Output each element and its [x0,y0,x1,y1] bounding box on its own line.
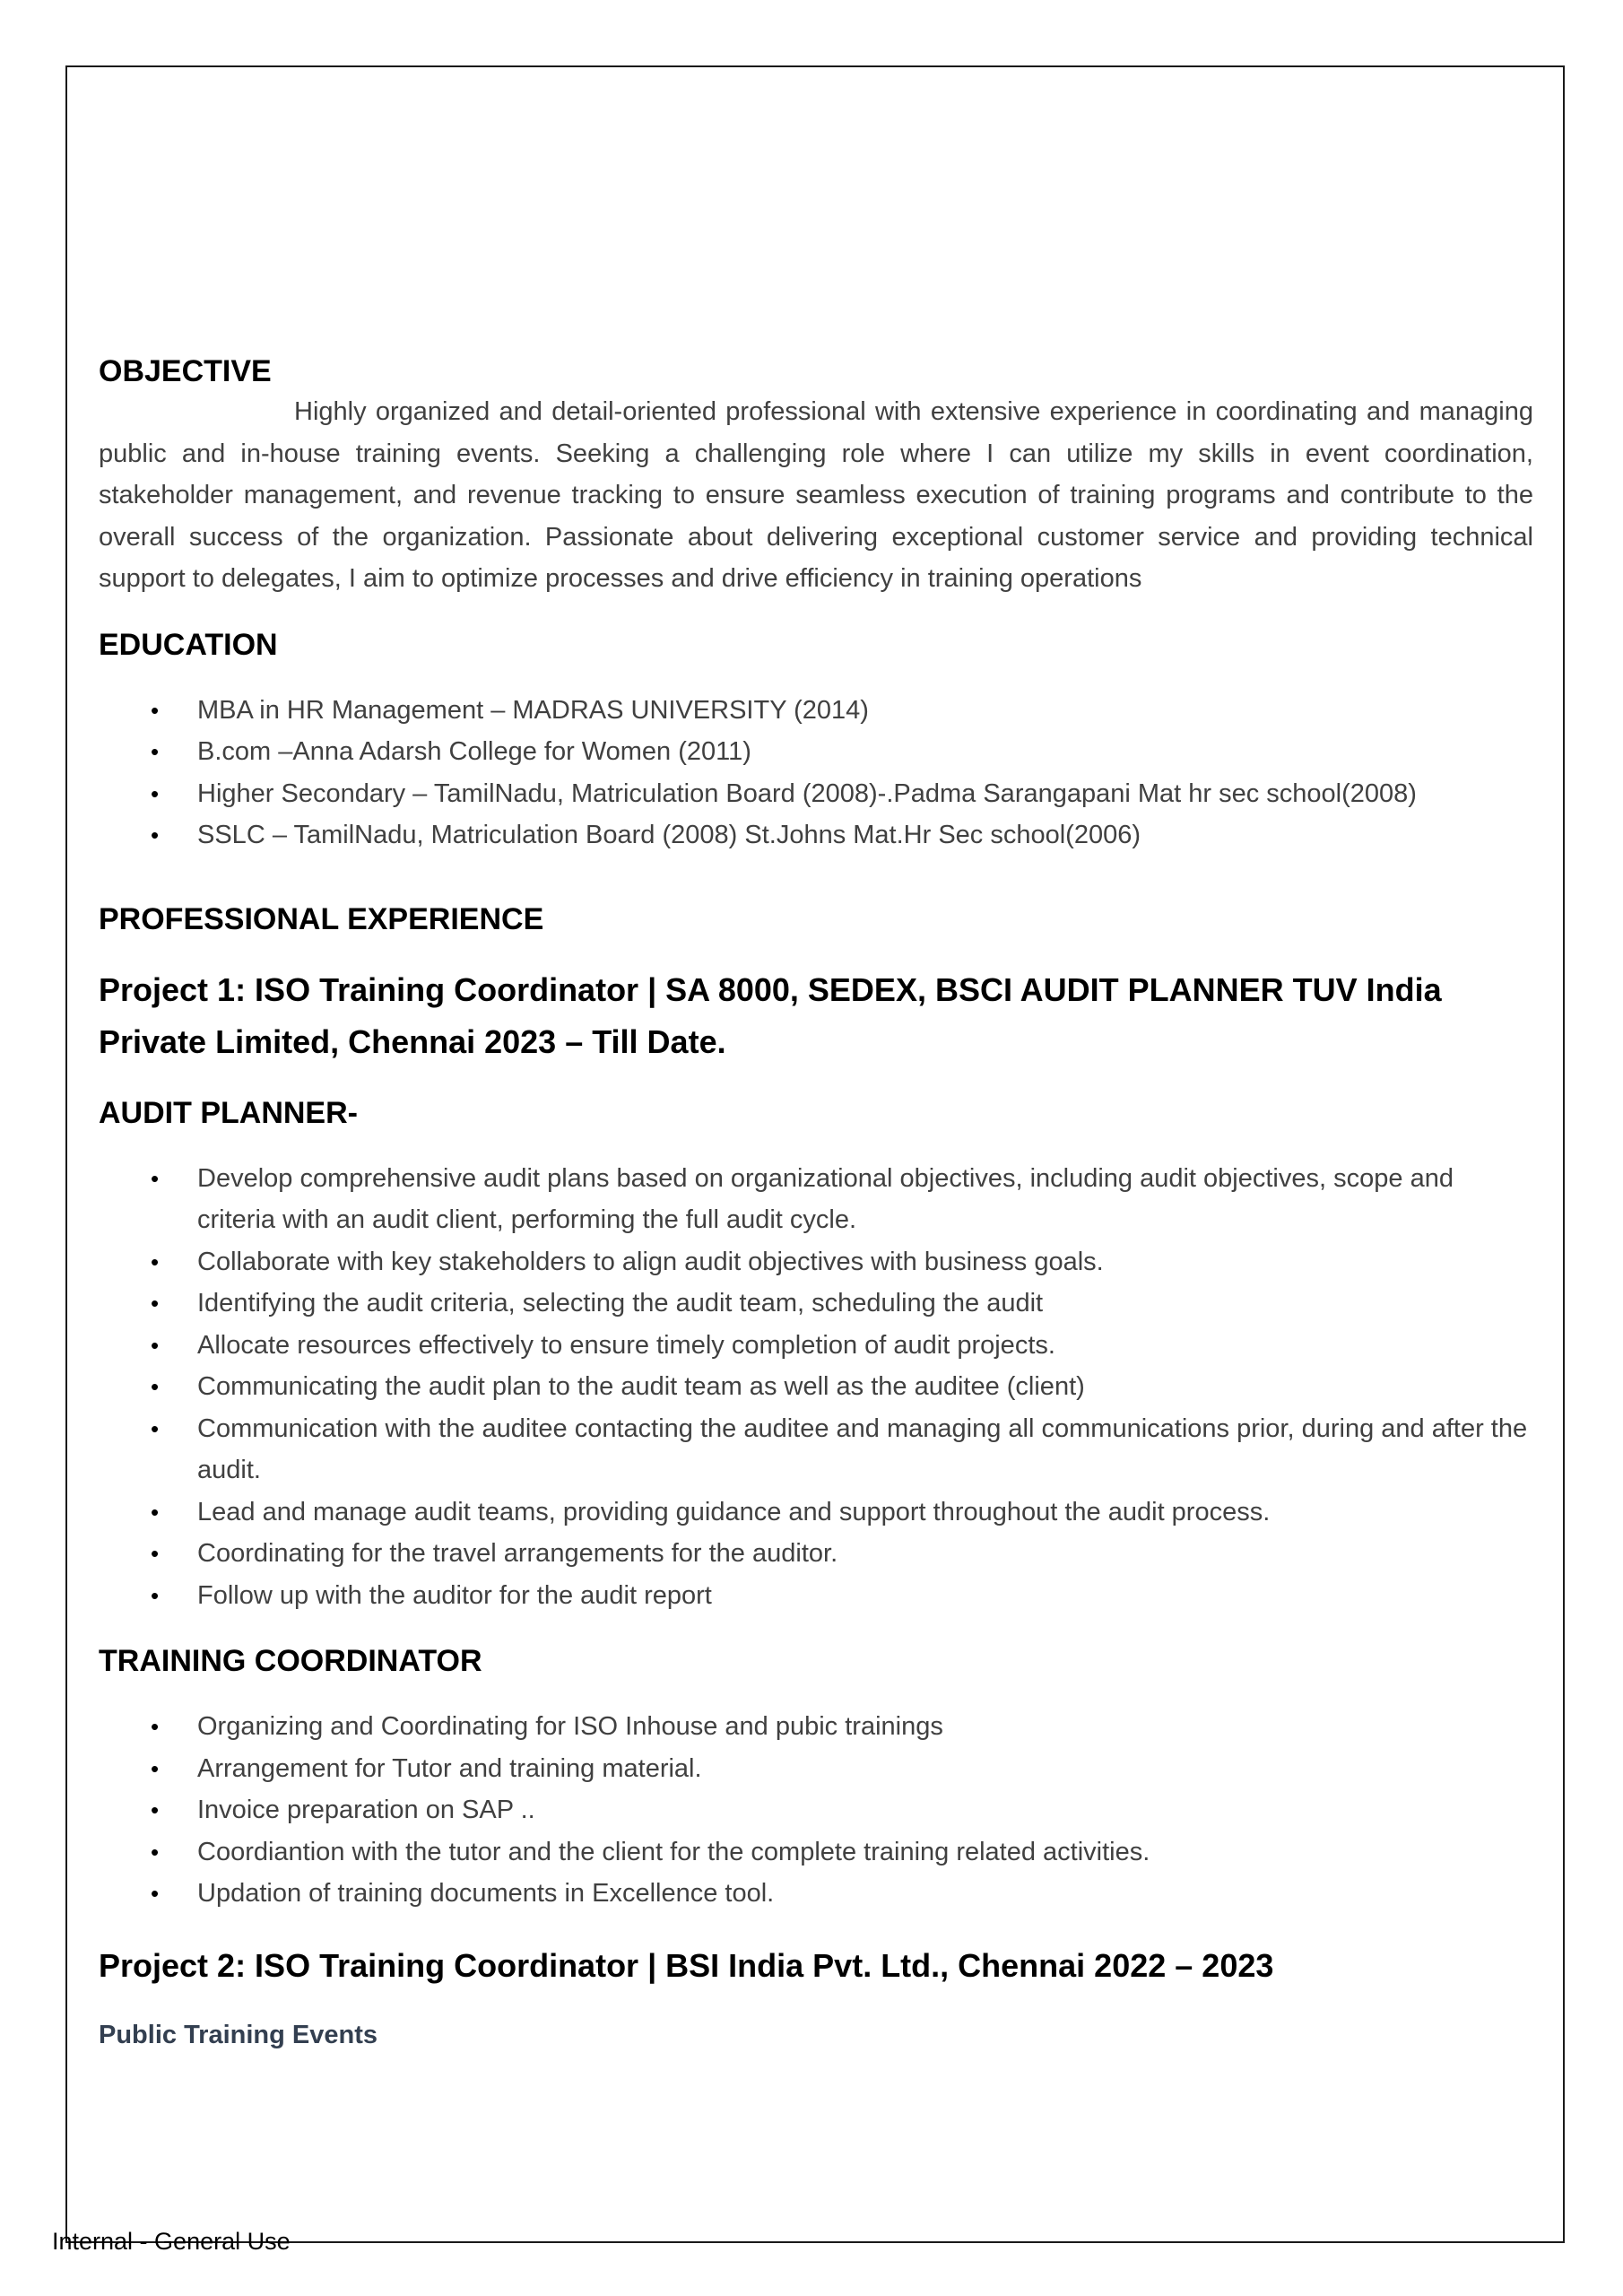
training-coordinator-list [99,1706,1533,1915]
training-coordinator-heading: TRAINING COORDINATOR [99,1644,482,1678]
education-item: • Higher Secondary – TamilNadu, Matriculation Board (2008)-.Padma Sarangapani Mat hr sec school(2008) [99,773,1533,815]
spacer [99,1992,1533,2017]
experience-section [99,900,1533,2053]
objective-text [99,391,1533,600]
spacer [99,1616,1533,1641]
spacer [99,939,1533,964]
education-section [99,625,1533,857]
list-item: • Communication with the auditee contacting the auditee and managing all communications prior, during and after the audit. [99,1408,1533,1492]
list-item: • Organizing and Coordinating for ISO Inhouse and pubic trainings [99,1706,1533,1748]
objective-section [99,352,1533,600]
list-item: • Collaborate with key stakeholders to align audit objectives with business goals. [99,1241,1533,1283]
list-item: • Develop comprehensive audit plans based on organizational objectives, including audit objectives, scope and criteria with an audit client, performing the full audit cycle. [99,1158,1533,1241]
footer-label: Internal - General Use [52,2228,291,2255]
list-item: • Lead and manage audit teams, providing guidance and support throughout the audit process. [99,1492,1533,1534]
spacer [99,882,1533,900]
experience-heading: PROFESSIONAL EXPERIENCE [99,901,544,936]
spacer [99,857,1533,882]
audit-planner-list [99,1158,1533,1617]
education-item: • SSLC – TamilNadu, Matriculation Board (2008) St.Johns Mat.Hr Sec school(2006) [99,814,1533,857]
education-item: • B.com –Anna Adarsh College for Women (2011) [99,731,1533,773]
list-item: • Coordiantion with the tutor and the client for the complete training related activities. [99,1831,1533,1874]
education-heading: EDUCATION [99,627,278,662]
spacer [99,600,1533,625]
list-item: • Invoice preparation on SAP .. [99,1789,1533,1831]
project2-title: Project 2: ISO Training Coordinator | BSI India Pvt. Ltd., Chennai 2022 – 2023 [99,1946,1274,1984]
public-training-subheading: Public Training Events [99,2020,378,2049]
project1-title: Project 1: ISO Training Coordinator | SA 8000, SEDEX, BSCI AUDIT PLANNER TUV India Private Limited, Chennai 2023 – Till Date. [99,970,1442,1060]
education-item: • MBA in HR Management – MADRAS UNIVERSITY (2014) [99,690,1533,732]
spacer [99,665,1533,690]
spacer [99,1681,1533,1706]
audit-planner-heading: AUDIT PLANNER- [99,1095,358,1130]
education-list [99,690,1533,857]
list-item: • Communicating the audit plan to the audit team as well as the auditee (client) [99,1366,1533,1408]
list-item: • Identifying the audit criteria, selecting the audit team, scheduling the audit [99,1283,1533,1325]
list-item: • Coordinating for the travel arrangements for the auditor. [99,1533,1533,1575]
list-item: • Updation of training documents in Excellence tool. [99,1873,1533,1915]
list-item: • Allocate resources effectively to ensure timely completion of audit projects. [99,1325,1533,1367]
list-item: • Arrangement for Tutor and training material. [99,1748,1533,1790]
objective-body: Highly organized and detail-oriented professional with extensive experience in coordinating and managing public and in-house training events. Seeking a challenging role where I can utilize my skills in event coordination, stakeholder management, and revenue tracking to ensure seamless execution of training programs and contribute to the overall success of the organization. Passionate about delivering exceptional customer service and providing technical support to delegates, I aim to optimize processes and drive efficiency in training operations [99,397,1533,593]
spacer [99,1068,1533,1093]
list-item: • Follow up with the auditor for the audit report [99,1575,1533,1617]
spacer [99,1133,1533,1158]
resume-content [99,352,1533,2053]
spacer [99,1915,1533,1940]
objective-heading: OBJECTIVE [99,354,272,388]
